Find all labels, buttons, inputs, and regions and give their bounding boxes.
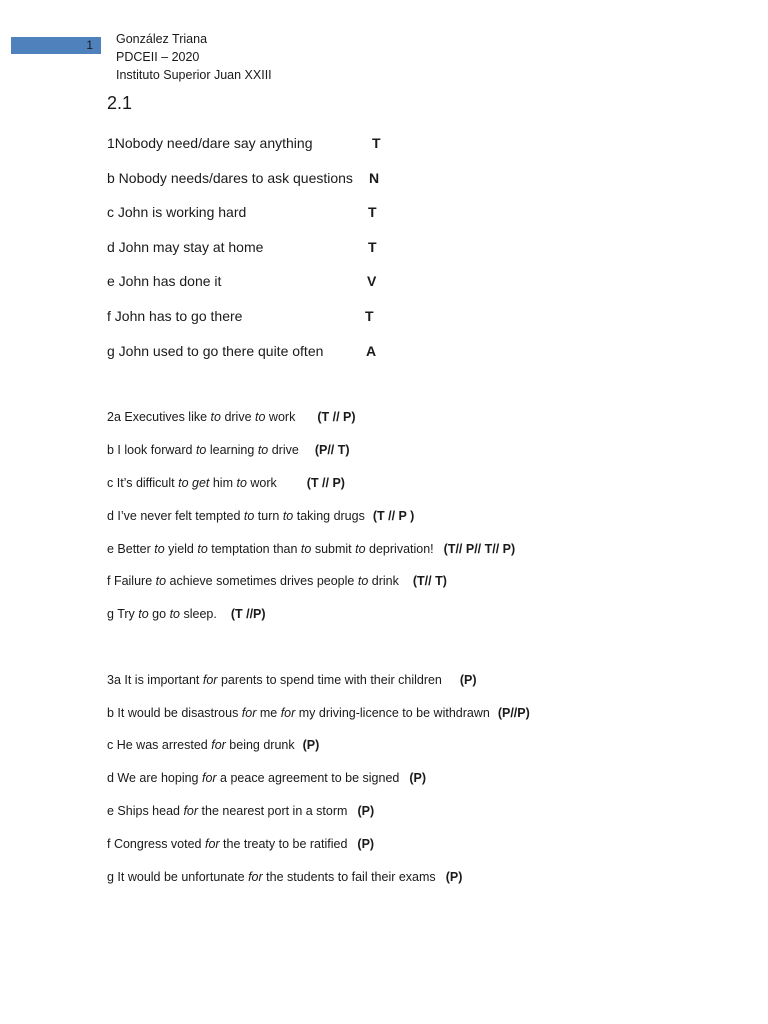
exercise-2-item: c It’s difficult to get him to work (T // P) [107, 476, 345, 490]
exercise-1-answer: T [368, 239, 377, 255]
exercise-2-item: 2a Executives like to drive to work (T // P) [107, 410, 356, 424]
exercise-1-item: c John is working hard [107, 204, 247, 220]
exercise-2-item: b I look forward to learning to drive (P// T) [107, 443, 350, 457]
exercise-3-item: e Ships head for the nearest port in a storm (P) [107, 804, 375, 818]
answer-marker: (P) [302, 738, 320, 752]
answer-marker: (P//P) [497, 706, 530, 720]
exercise-2-item: f Failure to achieve sometimes drives people to drink (T// T) [107, 574, 447, 588]
answer-marker: (T // P) [317, 410, 356, 424]
answer-marker: (T // P ) [372, 509, 415, 523]
exercise-1-answer: V [367, 273, 377, 289]
answer-marker: (P) [357, 837, 375, 851]
answer-marker: (P) [459, 673, 477, 687]
exercise-3-item: c He was arrested for being drunk (P) [107, 738, 320, 752]
document-header [116, 30, 272, 84]
answer-marker: (T //P) [230, 607, 266, 621]
exercise-1-answer: T [368, 204, 377, 220]
exercise-3-item: g It would be unfortunate for the students to fail their exams (P) [107, 870, 463, 884]
answer-marker: (P) [445, 870, 463, 884]
exercise-3-item: b It would be disastrous for me for my driving-licence to be withdrawn (P//P) [107, 706, 530, 720]
institution-name: Instituto Superior Juan XXIII [116, 68, 272, 82]
exercise-1-item: g John used to go there quite often [107, 343, 324, 359]
author-name: González Triana [116, 32, 208, 46]
exercise-2-item: e Better to yield to temptation than to submit to deprivation! (T// P// T// P) [107, 542, 516, 556]
exercise-1-answer: T [365, 308, 374, 324]
answer-marker: (P// T) [314, 443, 350, 457]
exercise-3-item: d We are hoping for a peace agreement to be signed (P) [107, 771, 427, 785]
exercise-1-answer: T [372, 135, 381, 151]
exercise-2-item: g Try to go to sleep. (T //P) [107, 607, 266, 621]
exercise-2-item: d I’ve never felt tempted to turn to taking drugs (T // P ) [107, 509, 415, 523]
exercise-3-item: 3a It is important for parents to spend time with their children (P) [107, 673, 477, 687]
page-number: 1 [11, 37, 101, 54]
exercise-1-item: b Nobody needs/dares to ask questions [107, 170, 353, 186]
exercise-1-item: 1Nobody need/dare say anything [107, 135, 313, 151]
exercise-1-item: d John may stay at home [107, 239, 264, 255]
section-title: 2.1 [107, 93, 133, 113]
exercise-1-item: e John has done it [107, 273, 222, 289]
answer-marker: (P) [357, 804, 375, 818]
answer-marker: (P) [409, 771, 427, 785]
answer-marker: (T// T) [412, 574, 447, 588]
exercise-1-answer: A [366, 343, 377, 359]
exercise-3-item: f Congress voted for the treaty to be ratified (P) [107, 837, 375, 851]
answer-marker: (T// P// T// P) [443, 542, 516, 556]
answer-marker: (T // P) [306, 476, 345, 490]
exercise-1-item: f John has to go there [107, 308, 243, 324]
course-name: PDCEII – 2020 [116, 50, 200, 64]
exercise-1-answer: N [369, 170, 380, 186]
